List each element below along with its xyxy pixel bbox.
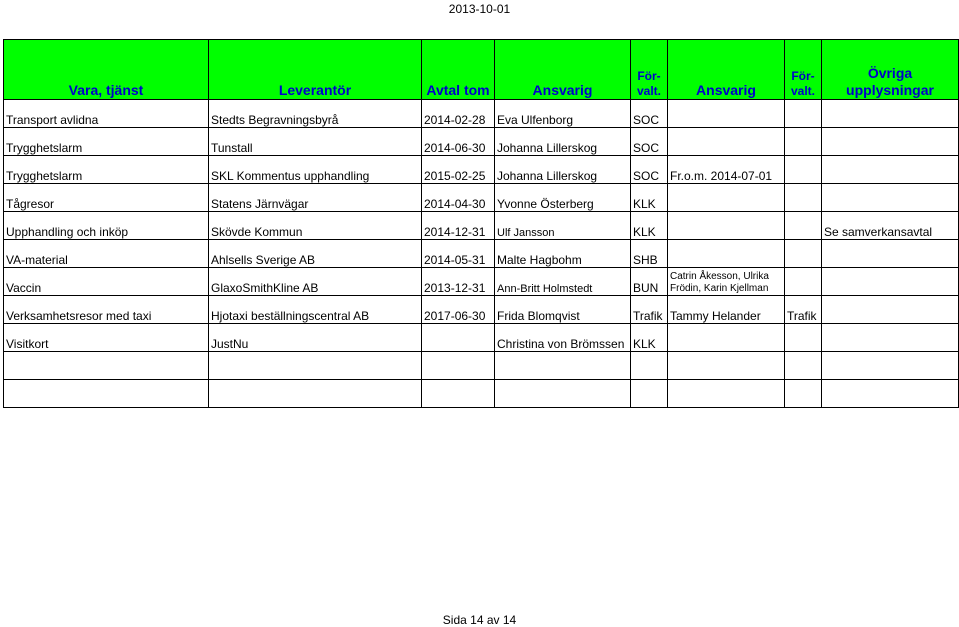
cell	[785, 100, 822, 128]
header-forvalt: För-valt.	[631, 40, 668, 100]
table-row	[4, 212, 959, 240]
cell: Visitkort	[4, 324, 209, 352]
cell: Eva Ulfenborg	[495, 100, 631, 128]
header-ansvarig: Ansvarig	[495, 40, 631, 100]
cell	[785, 268, 822, 296]
cell: BUN	[631, 268, 668, 296]
header-vara: Vara, tjänst	[4, 40, 209, 100]
cell: Trafik	[631, 296, 668, 324]
cell: Malte Hagbohm	[495, 240, 631, 268]
cell: SKL Kommentus upphandling	[209, 156, 422, 184]
cell: 2014-12-31	[422, 212, 495, 240]
header-leverantor: Leverantör	[209, 40, 422, 100]
header-ovriga: Övriga upplysningar	[822, 40, 959, 100]
cell	[822, 352, 959, 380]
cell	[668, 212, 785, 240]
cell: Upphandling och inköp	[4, 212, 209, 240]
cell: VA-material	[4, 240, 209, 268]
cell	[668, 324, 785, 352]
cell: Tunstall	[209, 128, 422, 156]
cell: 2015-02-25	[422, 156, 495, 184]
cell	[668, 352, 785, 380]
cell	[631, 352, 668, 380]
cell: JustNu	[209, 324, 422, 352]
cell	[785, 324, 822, 352]
cell	[668, 100, 785, 128]
cell: Tammy Helander	[668, 296, 785, 324]
cell	[785, 184, 822, 212]
cell	[822, 296, 959, 324]
table-row	[4, 128, 959, 156]
header-row	[4, 40, 959, 100]
cell: Yvonne Österberg	[495, 184, 631, 212]
header-ansvarig-2: Ansvarig	[668, 40, 785, 100]
cell	[822, 380, 959, 408]
cell	[495, 352, 631, 380]
cell: Frida Blomqvist	[495, 296, 631, 324]
cell: 2014-06-30	[422, 128, 495, 156]
cell: SHB	[631, 240, 668, 268]
contracts-table	[3, 39, 959, 408]
cell	[4, 380, 209, 408]
cell	[785, 128, 822, 156]
cell: Catrin Åkesson, Ulrika Frödin, Karin Kjellman	[668, 268, 785, 296]
cell	[209, 380, 422, 408]
cell	[822, 324, 959, 352]
cell: 2013-12-31	[422, 268, 495, 296]
cell	[668, 184, 785, 212]
cell	[822, 268, 959, 296]
cell	[785, 212, 822, 240]
cell: Johanna Lillerskog	[495, 128, 631, 156]
cell: Ulf Jansson	[495, 212, 631, 240]
table-row	[4, 184, 959, 212]
cell	[209, 352, 422, 380]
page-date: 2013-10-01	[448, 2, 511, 16]
cell	[668, 240, 785, 268]
cell: KLK	[631, 184, 668, 212]
cell	[822, 184, 959, 212]
page-footer: Sida 14 av 14	[442, 613, 517, 627]
cell: Hjotaxi beställningscentral AB	[209, 296, 422, 324]
cell	[822, 156, 959, 184]
cell: 2014-04-30	[422, 184, 495, 212]
cell	[785, 240, 822, 268]
table-row	[4, 296, 959, 324]
cell	[785, 156, 822, 184]
cell	[785, 380, 822, 408]
cell	[822, 240, 959, 268]
cell	[422, 324, 495, 352]
cell: Statens Järnvägar	[209, 184, 422, 212]
cell: Tågresor	[4, 184, 209, 212]
cell: Transport avlidna	[4, 100, 209, 128]
table-row	[4, 268, 959, 296]
cell	[822, 128, 959, 156]
cell: KLK	[631, 324, 668, 352]
header-avtal-tom: Avtal tom	[422, 40, 495, 100]
cell	[785, 352, 822, 380]
cell: 2014-05-31	[422, 240, 495, 268]
table-row	[4, 240, 959, 268]
cell: Christina von Brömssen	[495, 324, 631, 352]
cell	[495, 380, 631, 408]
table-row	[4, 380, 959, 408]
cell	[422, 352, 495, 380]
cell: Skövde Kommun	[209, 212, 422, 240]
cell: Se samverkansavtal	[822, 212, 959, 240]
cell	[668, 128, 785, 156]
cell	[668, 380, 785, 408]
header-forvalt-2: För-valt.	[785, 40, 822, 100]
cell	[631, 380, 668, 408]
cell: Ahlsells Sverige AB	[209, 240, 422, 268]
cell: Trafik	[785, 296, 822, 324]
cell: Verksamhetsresor med taxi	[4, 296, 209, 324]
cell: GlaxoSmithKline AB	[209, 268, 422, 296]
cell: Johanna Lillerskog	[495, 156, 631, 184]
cell: SOC	[631, 128, 668, 156]
cell: Trygghetslarm	[4, 128, 209, 156]
cell: SOC	[631, 156, 668, 184]
cell: Ann-Britt Holmstedt	[495, 268, 631, 296]
table-row	[4, 100, 959, 128]
cell	[4, 352, 209, 380]
cell: KLK	[631, 212, 668, 240]
cell	[822, 100, 959, 128]
cell: 2014-02-28	[422, 100, 495, 128]
cell: SOC	[631, 100, 668, 128]
table-row	[4, 156, 959, 184]
cell: Stedts Begravningsbyrå	[209, 100, 422, 128]
cell: Trygghetslarm	[4, 156, 209, 184]
table-row	[4, 352, 959, 380]
cell	[422, 380, 495, 408]
cell: 2017-06-30	[422, 296, 495, 324]
table-row	[4, 324, 959, 352]
cell: Vaccin	[4, 268, 209, 296]
cell: Fr.o.m. 2014-07-01	[668, 156, 785, 184]
